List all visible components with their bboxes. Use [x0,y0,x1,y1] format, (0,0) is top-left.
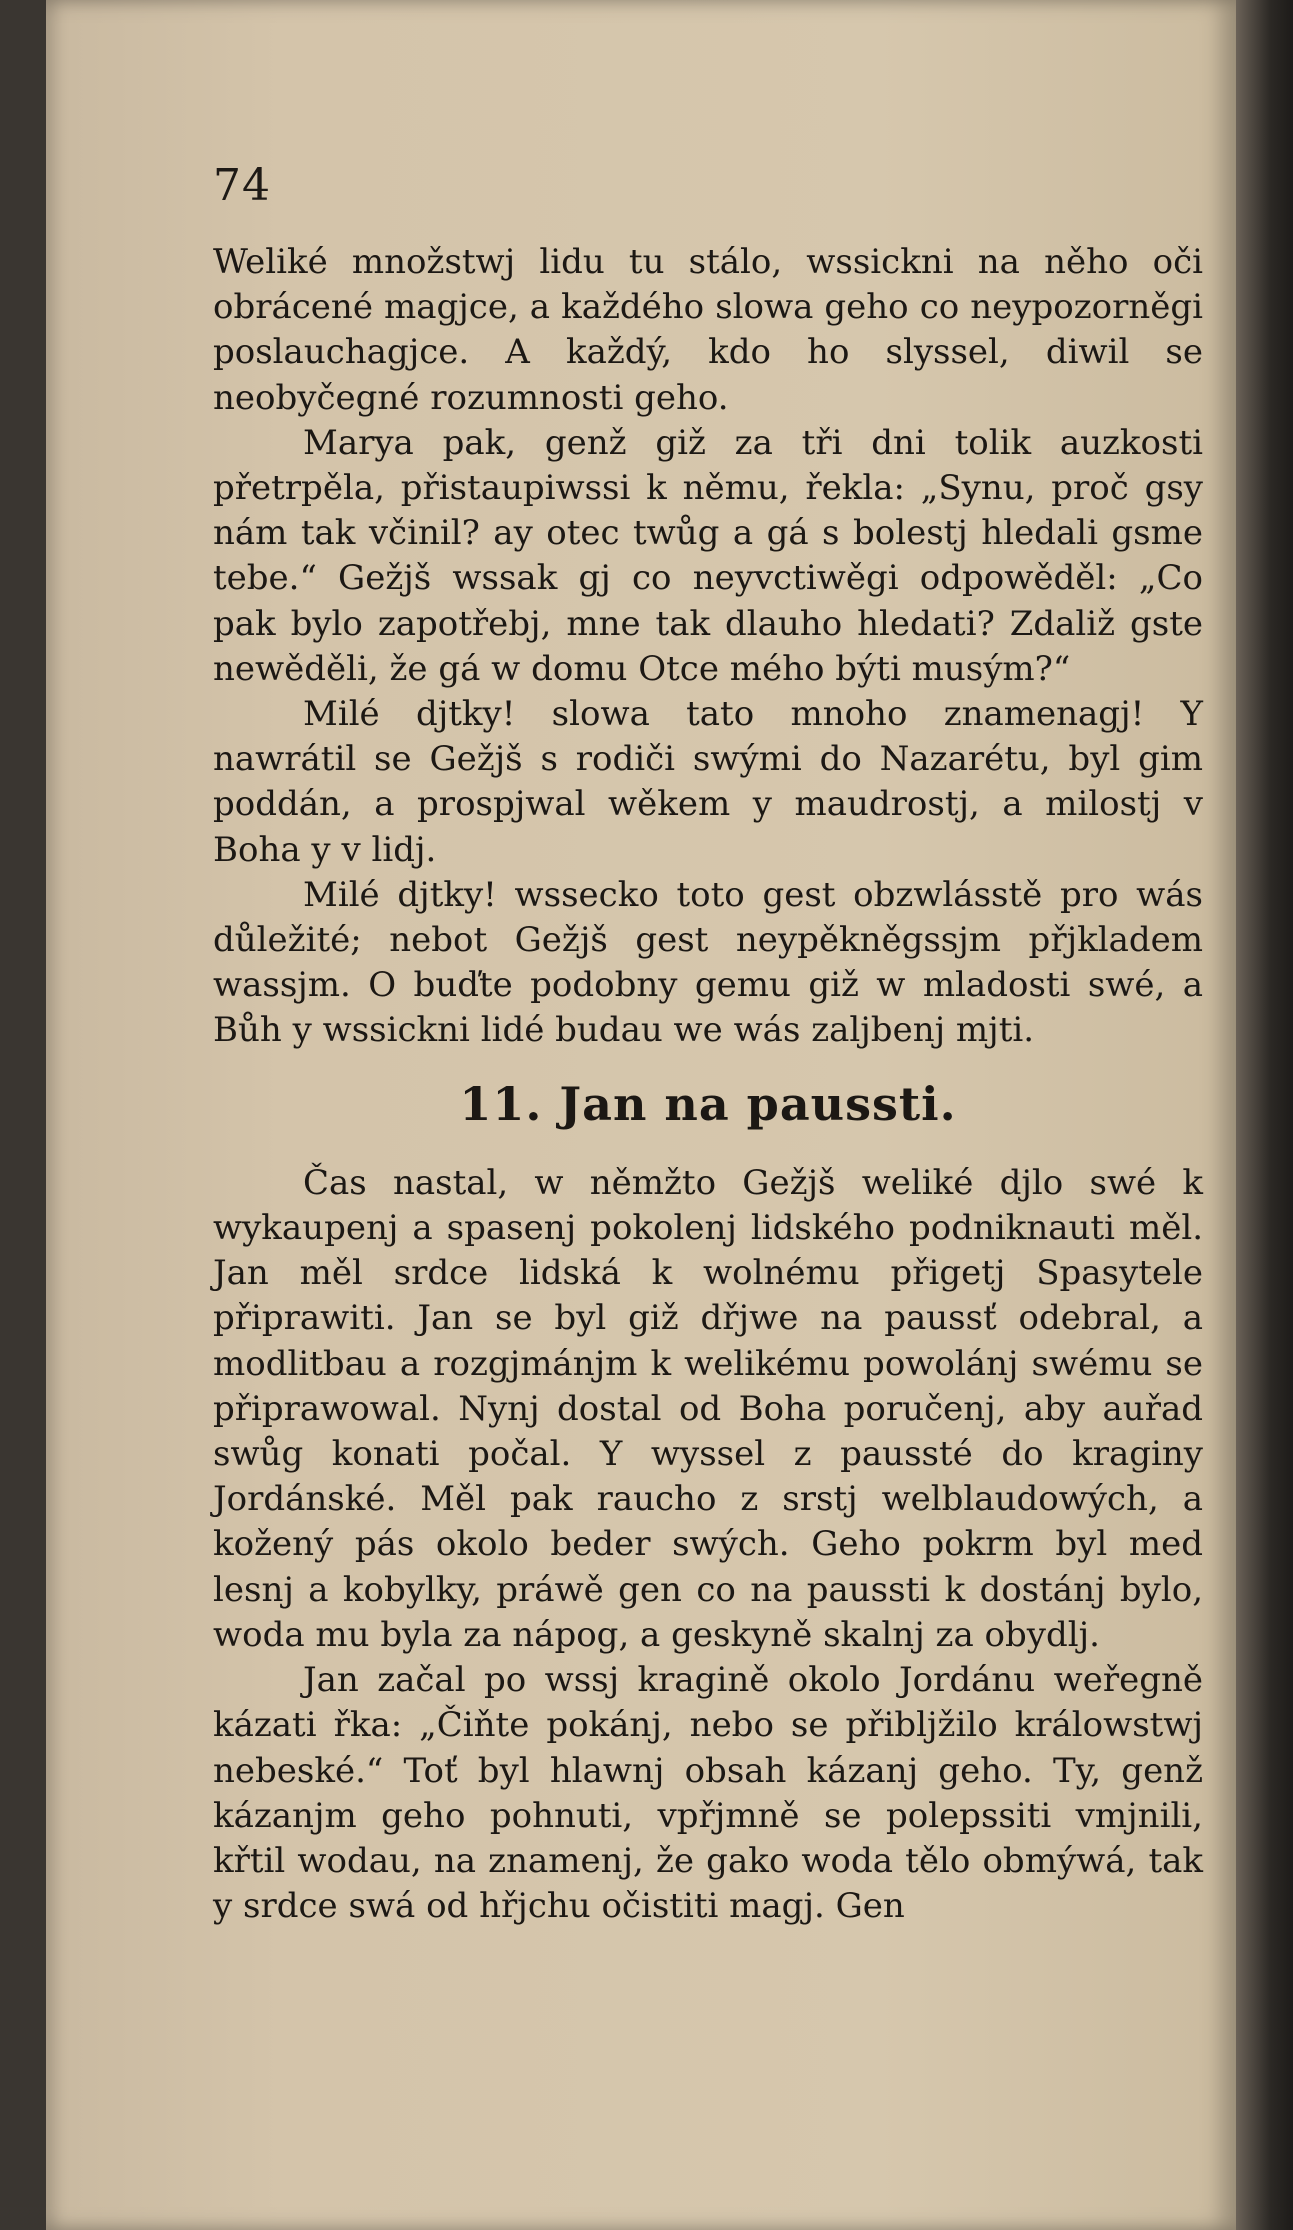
paragraph: Milé djtky! wssecko toto gest obzwlásstě pro wás důležité; nebot Gežjš gest neypěkněgssjm přjkladem wassjm. O buďte podobny gemu giž w mladosti swé, a Bůh y wssickni lidé budau we wás zaljbenj mjti. [213,874,1203,1051]
paragraph: Čas nastal, w němžto Gežjš weliké djlo swé k wykaupenj a spasenj pokolenj lidského podniknauti měl. Jan měl srdce lidská k wolnému přigetj Spasytele připrawiti. Jan se byl giž dřjwe na paussť odebral, a modlitbau a rozgjmánjm k welikému powolánj swému se připrawowal. Nynj dostal od Boha poručenj, aby auřad swůg konati počal. Y wyssel z paussté do kraginy Jordánské. Měl pak raucho z srstj welblaudowých, a kožený pás okolo beder swých. Geho pokrm byl med lesnj a kobylky, práwě gen co na paussti k dostánj bylo, woda mu byla za nápog, a geskyně skalnj za obydlj. [213,1162,1203,1655]
body-text [213,240,1203,1929]
paragraph: Weliké množstwj lidu tu stálo, wssickni na něho oči obrácené magjce, a každého slowa geho co neypozorněgi poslauchagjce. A každý, kdo ho slyssel, diwil se neobyčegné rozumnosti geho. [213,242,1203,418]
page-number: 74 [213,160,271,211]
paragraph: Milé djtky! slowa tato mnoho znamenagj! Y nawrátil se Gežjš s rodiči swými do Nazarétu, byl gim poddán, a prospjwal wěkem y maudrostj, a milostj v Boha y v lidj. [213,694,1203,870]
paragraph: Marya pak, genž giž za tři dni tolik auzkosti přetrpěla, přistaupiwssi k němu, řekla: „Synu, proč gsy nám tak včinil? ay otec twůg a gá s bolestj hledali gsme tebe.“ Gežjš wssak gj co neyvctiwěgi odpowěděl: „Co pak bylo zapotřebj, mne tak dlauho hledati? Zdaliž gste newěděli, že gá w domu Otce mého býti musým?“ [213,422,1203,689]
paragraph: Jan začal po wssj kragině okolo Jordánu weřegně kázati řka: „Čiňte pokánj, nebo se přibljžilo králowstwj nebeské.“ Toť byl hlawnj obsah kázanj geho. Ty, genž kázanjm geho pohnuti, vpřjmně se polepssiti vmjnili, křtil wodau, na znamenj, že gako woda tělo obmýwá, tak y srdce swá od hřjchu očistiti magj. Gen [213,1660,1203,1927]
section-heading: 11. Jan na paussti. [459,1076,957,1131]
book-spine-edge [1236,0,1293,2230]
